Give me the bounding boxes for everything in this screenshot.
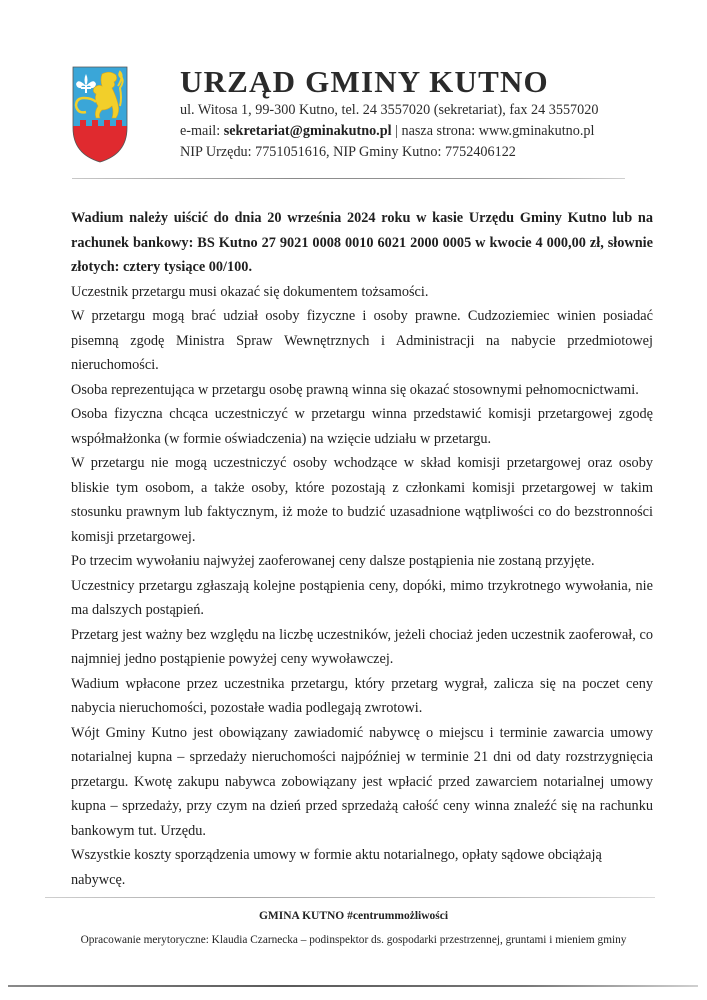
paragraph-legal-representative: Osoba reprezentująca w przetargu osobę prawną winna się okazać stosownymi pełnomocnictwami.	[71, 381, 639, 398]
paragraph-notary-notice: Wójt Gminy Kutno jest obowiązany zawiadomić nabywcę o miejscu i terminie zawarcia umowy notarialnej kupna – sprzedaży nieruchomości najpóźniej w terminie 21 dni od daty rozstrzygnięcia przetargu. Kwotę zakupu nabywca zobowiązany jest wpłacić przed zawarciem notarialnej umowy kupna – sprzedaży, przy czym na dzień przed sprzedażą całość ceny winna znaleźć się na rachunku bankowym tut. Urzędu.	[71, 724, 653, 839]
office-title: URZĄD GMINY KUTNO	[180, 64, 549, 99]
paragraph-wadium: Wadium należy uiścić do dnia 20 września 2024 roku w kasie Urzędu Gminy Kutno lub na rachunek bankowy: BS Kutno 27 9021 0008 0010 6021 2000 0005 w kwocie 4 000,00 zł, słownie złotych: cztery tysiące 00/100.	[71, 210, 653, 275]
website-link[interactable]: www.gminakutno.pl	[478, 123, 595, 139]
paragraph-exclusions: W przetargu nie mogą uczestniczyć osoby wchodzące w skład komisji przetargowej oraz osoby bliskie tym osobom, a także osoby, które pozostają z członkami komisji przetargowej w takim stosunku prawnym lub faktycznym, iż może to budzić uzasadnione wątpliwości co do bezstronności komisji przetargowej.	[71, 455, 653, 545]
contact-line	[180, 124, 594, 138]
paragraph-third-call: Po trzecim wywołaniu najwyżej zaoferowanej ceny dalsze postąpienia nie zostaną przyjęte.	[71, 553, 595, 569]
footer-divider	[45, 897, 655, 898]
header-divider	[72, 178, 625, 179]
footer-author: Opracowanie merytoryczne: Klaudia Czarnecka – podinspektor ds. gospodarki przestrzennej, gruntami i mieniem gminy	[80, 934, 627, 946]
document-body	[71, 206, 653, 892]
coat-of-arms-icon	[72, 66, 128, 163]
paragraph-bidding: Uczestnicy przetargu zgłaszają kolejne postąpienia ceny, dopóki, mimo trzykrotnego wywołania, nie ma dalszych postąpień.	[71, 577, 653, 618]
office-address: ul. Witosa 1, 99-300 Kutno, tel. 24 3557020 (sekretariat), fax 24 3557020	[180, 102, 599, 118]
paragraph-participants: W przetargu mogą brać udział osoby fizyczne i osoby prawne. Cudzoziemiec winien posiadać pisemną zgodę Ministra Spraw Wewnętrznych i Administracji na nabycie przedmiotowej nieruchomości.	[71, 308, 653, 373]
nip-line: NIP Urzędu: 7751051616, NIP Gminy Kutno: 7752406122	[180, 144, 516, 160]
footer-title: GMINA KUTNO #centrummożliwości	[258, 910, 449, 922]
email-label: e-mail:	[180, 123, 224, 139]
website-label: | nasza strona:	[391, 123, 479, 139]
page-bottom-line	[8, 985, 698, 987]
paragraph-costs: Wszystkie koszty sporządzenia umowy w formie aktu notarialnego, opłaty sądowe obciążają nabywcę.	[71, 847, 602, 888]
shield-red-wall	[72, 120, 128, 163]
paragraph-validity: Przetarg jest ważny bez względu na liczbę uczestników, jeżeli chociaż jeden uczestnik zaoferował, co najmniej jedno postąpienie powyżej ceny wywoławczej.	[71, 626, 653, 667]
paragraph-identity: Uczestnik przetargu musi okazać się dokumentem tożsamości.	[71, 283, 429, 300]
paragraph-spouse-consent: Osoba fizyczna chcąca uczestniczyć w przetargu winna przedstawić komisji przetargowej zgodę współmałżonka (w formie oświadczenia) na wzięcie udziału w przetargu.	[71, 406, 653, 447]
paragraph-wadium-refund: Wadium wpłacone przez uczestnika przetargu, który przetarg wygrał, zalicza się na poczet ceny nabycia nieruchomości, pozostałe wadia podlegają zwrotowi.	[71, 675, 653, 716]
email-link[interactable]: sekretariat@gminakutno.pl	[223, 123, 392, 139]
